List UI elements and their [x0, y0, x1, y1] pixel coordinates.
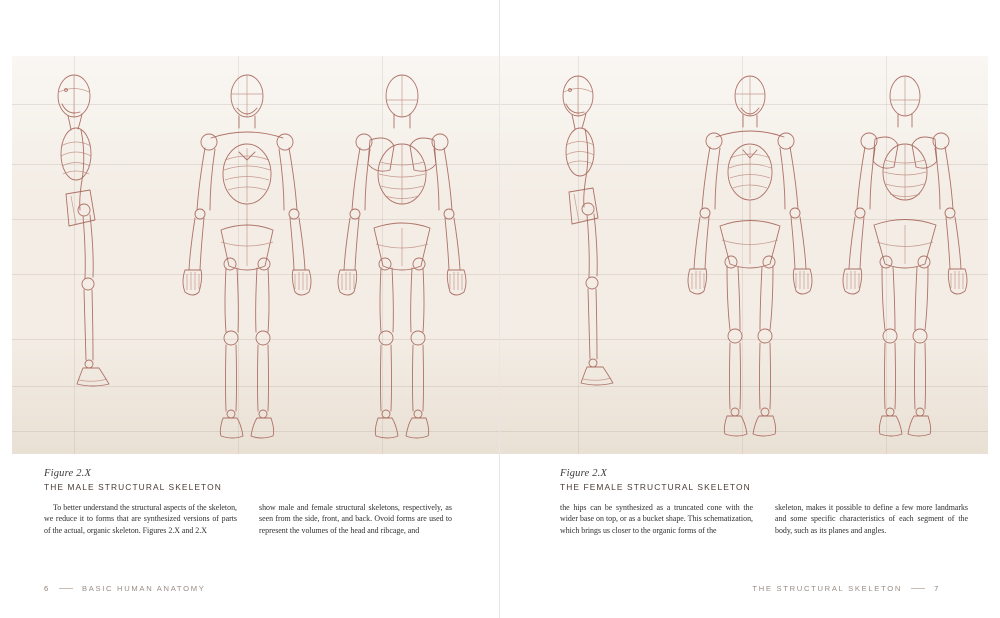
- running-head: BASIC HUMAN ANATOMY: [81, 584, 206, 593]
- folio-right: [752, 584, 940, 593]
- skeleton-back-view-male: [312, 56, 492, 454]
- illustration-plate-male: [12, 56, 499, 454]
- folio-rule: [59, 588, 73, 589]
- body-paragraph: To better understand the structural aspects of the skeleton, we reduce it to forms that are synthesized versions of parts of the actual, organic skeleton. Figures 2.X and 2.X: [44, 503, 237, 535]
- body-paragraph: skeleton, makes it possible to define a few more landmarks and some specific characteristics of each segment of the body, such as its planes and angles.: [775, 503, 968, 535]
- skeleton-back-view-female: [815, 56, 988, 454]
- body-column-1: [44, 502, 237, 536]
- body-paragraph: show male and female structural skeletons, respectively, as seen from the side, front, and back. Ovoid forms are used to represent the volumes of the head and ribcage, and: [259, 503, 452, 535]
- running-head: THE STRUCTURAL SKELETON: [752, 584, 903, 593]
- skeleton-side-view-male: [12, 56, 172, 454]
- page-right: [500, 0, 1000, 618]
- body-column-2: [775, 502, 968, 536]
- folio-rule: [911, 588, 925, 589]
- page-number: 6: [44, 584, 50, 593]
- body-text-left: [44, 502, 452, 536]
- folio-left: [44, 584, 206, 593]
- figure-title: THE MALE STRUCTURAL SKELETON: [44, 482, 222, 492]
- page-number: 7: [934, 584, 940, 593]
- skeleton-front-view-male: [157, 56, 337, 454]
- illustration-plate-female: [500, 56, 988, 454]
- figure-number: Figure 2.X: [44, 468, 92, 479]
- skeleton-front-view-female: [660, 56, 840, 454]
- figure-number: Figure 2.X: [560, 468, 608, 479]
- skeleton-side-view-female: [516, 56, 676, 454]
- body-paragraph: the hips can be synthesized as a truncated cone with the wider base on top, or as a bucket shape. This schematization, which brings us closer to the organic forms of the: [560, 503, 753, 535]
- figure-caption-right: [560, 468, 960, 492]
- figure-title: THE FEMALE STRUCTURAL SKELETON: [560, 482, 751, 492]
- body-column-1: [560, 502, 753, 536]
- body-column-2: [259, 502, 452, 536]
- body-text-right: [560, 502, 968, 536]
- figure-caption-left: [44, 468, 444, 492]
